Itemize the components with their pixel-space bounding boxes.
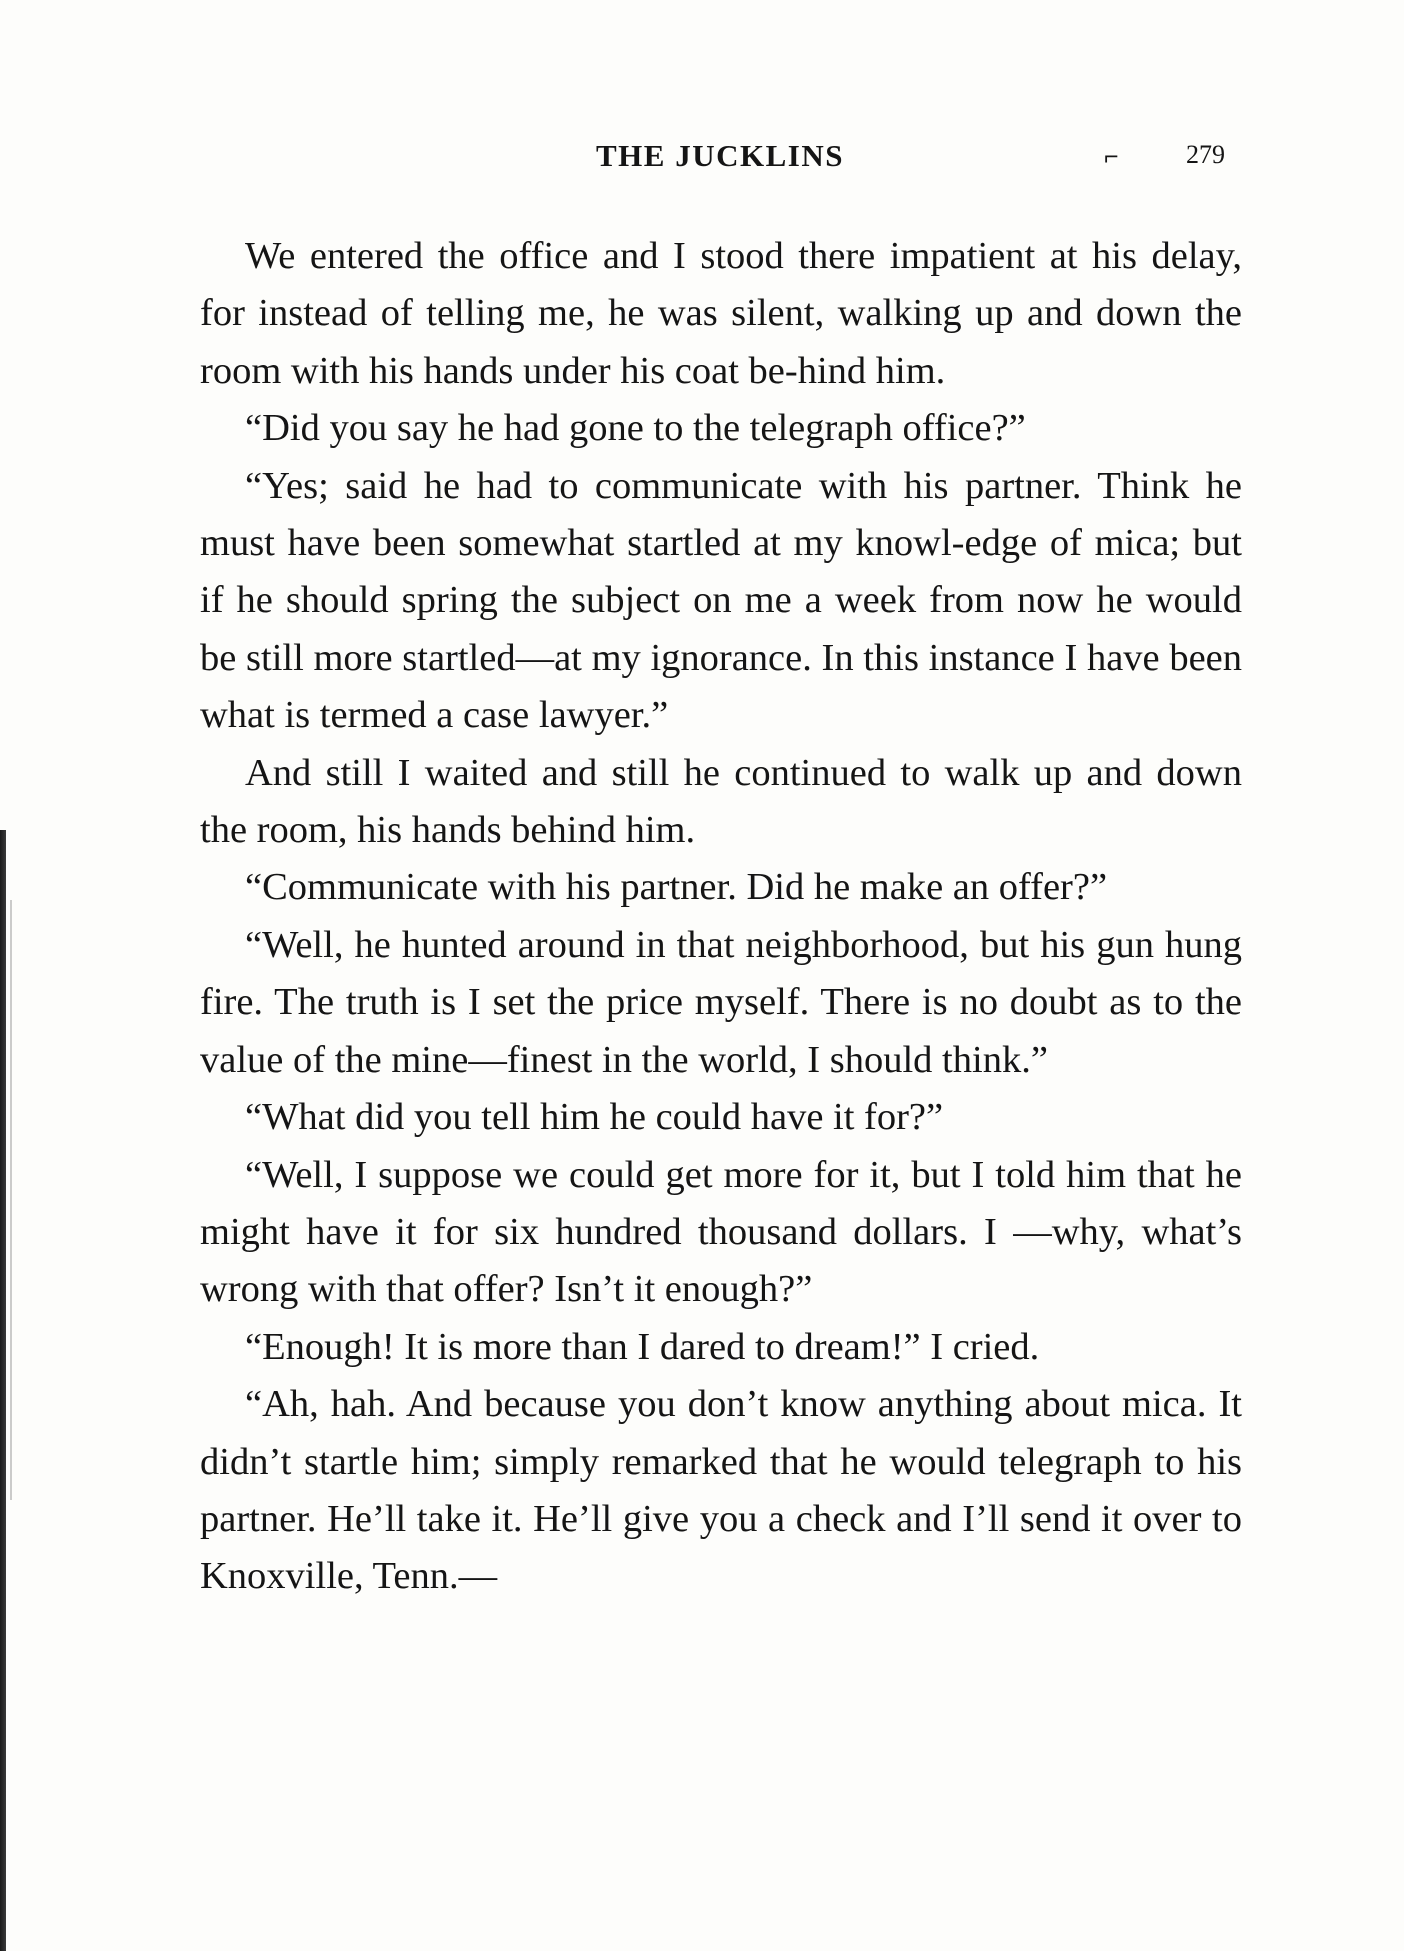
paragraph: “Enough! It is more than I dared to dream!” I cried. — [245, 1325, 1040, 1368]
running-title: THE JUCKLINS — [596, 138, 844, 173]
paragraph: “Did you say he had gone to the telegraph office?” — [245, 407, 1026, 450]
paragraph: “Ah, hah. And because you don’t know anything about mica. It didn’t startle him; simply remarked that he would telegraph to his partner. He’ll take it. He’ll give you a check and I’ll send it over to Knoxville, Tenn.— — [200, 1383, 1242, 1598]
paragraph: “What did you tell him he could have it for?” — [245, 1096, 944, 1139]
paragraph: “Yes; said he had to communicate with his partner. Think he must have been somewhat startled at my knowl-edge of mica; but if he should spring the subject on me a week from now he would be still more startled—at my ignorance. In this instance I have been what is termed a case lawyer.” — [200, 464, 1242, 737]
printer-mark-icon: ⌐ — [1104, 142, 1119, 171]
page-number: 279 — [1186, 140, 1225, 169]
paragraph: “Communicate with his partner. Did he make an offer?” — [245, 866, 1108, 909]
paragraph: We entered the office and I stood there impatient at his delay, for instead of telling me, he was silent, walking up and down the room with his hands under his coat be-hind him. — [200, 235, 1242, 392]
paragraph: And still I waited and still he continued to walk up and down the room, his hands behind him. — [200, 751, 1242, 852]
binding-shadow — [10, 900, 12, 1500]
paragraph: “Well, he hunted around in that neighborhood, but his gun hung fire. The truth is I set the price myself. There is no doubt as to the value of the mine—finest in the world, I should think.” — [200, 923, 1242, 1081]
paragraph: “Well, I suppose we could get more for it, but I told him that he might have it for six hundred thousand dollars. I —why, what’s wrong with that offer? Isn’t it enough?” — [200, 1153, 1242, 1311]
binding-edge — [0, 830, 6, 1951]
running-head — [0, 138, 1404, 188]
body-text — [200, 228, 1242, 1606]
